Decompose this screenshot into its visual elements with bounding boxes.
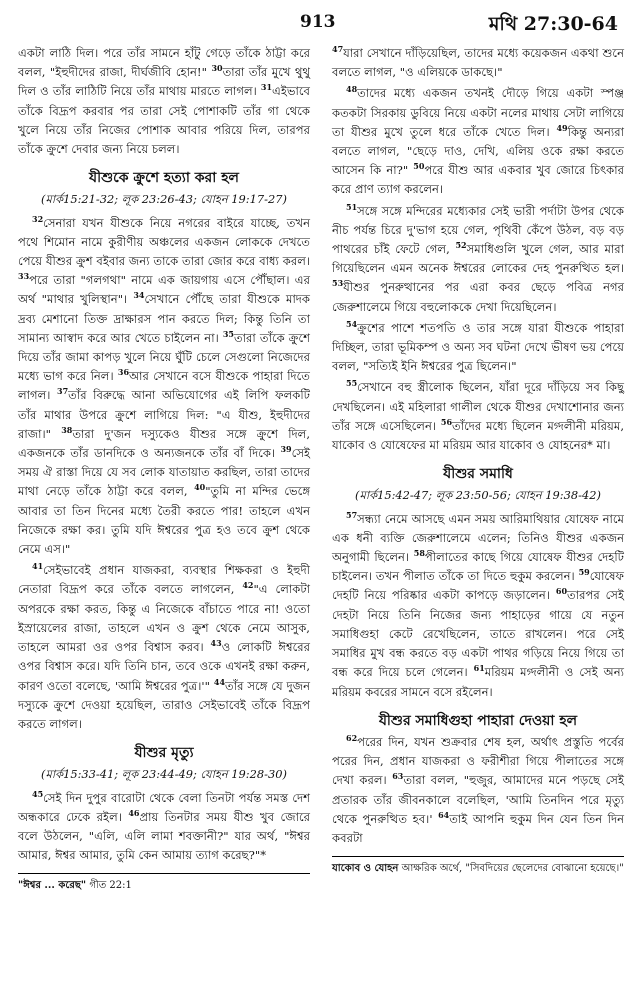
cross-reference: (মার্ক15:33-41; লূক 23:44-49; যোহন 19:28-30) [41,767,287,782]
verse-text: সেইভাবেই প্রধান যাজকরা, ব্যবস্থার শিক্ষকরা ও ইহুদী নেতারা বিদ্রূপ করে তাঁকে বলতে লাগলেন, [18,563,310,597]
verse-text: সমাধিগুলি খুলে গেল, আর মারা গিয়েছিলেন এমন অনেক ঈশ্বরের লোকের দেহ পুনরুত্থিত হল। [332,242,625,276]
verse-text: ক্রুশের পাশে শতপতি ও তার সঙ্গে যারা যীশুকে পাহারা দিচ্ছিল, তারা ভূমিকম্প ও অন্য সব ঘটনা দেখে ভীষণ ভয় পেয়ে বলল, "সত্যিই ইনি ঈশ্বরের পুত্র ছিলেন।" [332,320,624,374]
verse-text: তাদের মধ্যে একজন তখনই দৌড়ে গিয়ে একটা স্পঞ্জ কতকটা সিরকায় ডুবিয়ে নিয়ে একটা নলের মাথায় সেটা লাগিয়ে তা যীশুর মুখে তুলে ধরে তাঁকে খেতে দিল। [332,86,624,139]
page-number: 913 [300,12,336,32]
verse-text: আর সেখানে বসে যীশুকে পাহারা দিতে লাগল। [18,369,311,403]
paragraph [18,214,310,560]
section-heading: যীশুকে ক্রুশে হত্যা করা হল [89,170,239,187]
verse-text: তাঁর বিরুদ্ধে আনা অভিযোগের এই লিপি ফলকটি তাঁর মাথার উপরে ক্রুশে লাগিয়ে দিল: "এ যীশু, ইহুদীদের রাজা।" [18,388,310,441]
verse-text: এইভাবে তাঁকে বিদ্রূপ করবার পর তারা সেই পোশাকটি তাঁর গা থেকে খুলে নিয়ে তাঁর নিজের পোশাক আবার পরিয়ে দিল, তারপর তাঁকে ক্রুশে দেবার জন্য নিয়ে চলল। [18,84,311,157]
verse-number: 60 [555,586,568,597]
footnote [332,861,624,876]
verse-text: তারা দু'জন দস্যুকেও যীশুর সঙ্গে ক্রুশে দিল, একজনকে তাঁর ডানদিকে ও অন্যজনকে তাঁর বাঁ দিকে। [18,426,311,461]
paragraph [332,733,624,848]
verse-text: তাঁদের মধ্যে ছিলেন মগ্দলীনী মরিয়ম, যাকোব ও যোষেফের মা মরিয়ম আর যাকোব ও যোহনের* মা। [332,418,625,453]
footnote-text: গীত 22:1 [89,880,132,892]
verse-text: একটা লাঠি দিল। পরে তাঁর সামনে হাঁটু গেড়ে তাঁকে ঠাট্টা করে বলল, "ইহুদীদের রাজা, দীর্ঘজীবি হোন!" [18,46,310,80]
paragraph [332,378,624,455]
verse-text: সেখানে বহু স্ত্রীলোক ছিলেন, যাঁরা দূরে দাঁড়িয়ে সব কিছু দেখছিলেন। এই মহিলারা গালীল থেকে যীশুর দেখাশোনার জন্য তাঁর সঙ্গে এসেছিলেন। [332,380,624,433]
verse-number: 48 [346,84,358,95]
verse-text: সেখানে পৌঁছে তারা যীশুকে মাদক দ্রব্য মেশানো তিক্ত দ্রাক্ষারস পান করতে দিল; কিন্তু তিনি তা সামান্য আস্বাদ করে আর খেতে চাইলেন না। [18,292,311,345]
verse-text: প্রায় তিনটার সময় যীশু খুব জোরে বলে উঠলেন, "এলি, এলি লামা শবক্তানী?" যার অর্থ, "ঈশ্বর আমার, ঈশ্বর আমার, তুমি কেন আমায় ত্যাগ করেছ?"* [18,809,310,863]
verse-text: যোষেফ দেহটি নিয়ে পরিষ্কার একটা কাপড়ে জড়ালেন। [332,569,624,603]
verse-number: 35 [222,328,234,339]
verse-number: 63 [392,771,404,782]
footnote [18,878,310,893]
verse-text: কিন্তু অন্যরা বলতে লাগল, "ছেড়ে দাও, দেখি, এলিয় ওকে রক্ষা করতে আসেন কি না?" [332,124,624,178]
verse-text: তাঁর সঙ্গে যে দুজন দস্যুকে ক্রুশে দেওয়া হয়েছিল, তারাও সেইভাবেই তাঁকে বিদ্রূপ করতে লাগল। [18,678,310,731]
page-header [0,8,638,36]
verse-text: পরের দিন, যখন শুক্রবার শেষ হল, অর্থাৎ প্রস্তুতি পর্বের পরের দিন, প্রধান যাজকরা ও ফরীশীরা গিয়ে পীলাতের সঙ্গে দেখা করল। [332,734,624,788]
verse-text: যীশুর পুনরুত্থানের পর এরা কবর ছেড়ে পবিত্র নগর জেরুশালেমে গিয়ে বহুলোককে দেখা দিয়েছিলেন। [332,280,624,314]
verse-number: 55 [346,378,358,389]
verse-number: 61 [473,663,485,674]
verse-text: পীলাতের কাছে গিয়ে যোষেফ যীশুর দেহটি চাইলেন। তখন পীলাত তাঁকে তা দিতে হুকুম করলেন। [332,550,624,584]
verse-number: 58 [413,548,425,559]
verse-number: 46 [128,807,140,818]
verse-number: 54 [346,318,358,329]
verse-text: যারা সেখানে দাঁড়িয়েছিল, তাদের মধ্যে কয়েকজন একথা শুনে বলতে লাগল, "ও এলিয়কে ডাকছে।" [332,46,624,80]
verse-number: 56 [440,417,453,427]
verse-text: তারা বলল, "হুজুর, আমাদের মনে পড়ছে সেই প্রতারক তাঁর জীবনকালে বলেছিল, 'আমি তিনদিন পরে মৃত্যু থেকে পুনরুত্থিত হব।' [332,773,624,826]
footnote-divider [332,856,624,857]
verse-number: 43 [210,638,222,649]
verse-number: 62 [346,733,358,744]
verse-number: 45 [32,788,44,799]
verse-number: 53 [332,278,344,289]
right-column [332,44,624,878]
verse-number: 50 [413,161,425,172]
verse-number: 37 [57,386,69,397]
cross-reference: (মার্ক15:21-32; লূক 23:26-43; যোহন 19:17-27) [41,192,287,207]
verse-number: 33 [18,271,30,282]
paragraph [332,84,624,199]
verse-number: 44 [213,676,226,687]
footnote-term: যাকোব ও যোহন [332,863,399,875]
verse-number: 32 [32,213,44,224]
footnote-term: "ঈশ্বর ... করেছ" [18,880,87,892]
verse-text: মরিয়ম মগ্দলীনী ও সেই অন্য মরিয়ম কবরের সামনে বসে রইলেন। [332,665,624,699]
paragraph [332,510,624,702]
verse-text: তারা তাঁকে ক্রুশে দিয়ে তাঁর জামা কাপড় খুলে নিয়ে ঘুঁটি চেলে সেগুলো নিজেদের মধ্যে ভাগ করে নিল। [18,330,311,384]
verse-text: সন্ধ্যা নেমে আসছে এমন সময় আরিমাথিয়ার যোষেফ নামে এক ধনী ব্যক্তি জেরুশালেমে এলেন; তিনিও যীশুর একজন অনুগামী ছিলেন। [332,511,624,565]
section-heading: যীশুর সমাধি [443,466,513,483]
paragraph [332,44,624,82]
paragraph [332,319,624,377]
cross-reference: (মার্ক15:42-47; লূক 23:50-56; যোহন 19:38-42) [355,488,601,503]
paragraph [18,561,310,734]
left-column [18,44,310,895]
section-heading: যীশুর মৃত্যু [134,745,194,762]
verse-number: 59 [578,567,590,578]
verse-number: 52 [455,240,467,251]
paragraph [18,789,310,866]
verse-text: সঙ্গে সঙ্গে মন্দিরের মধ্যেকার সেই ভারী পর্দাটা উপর থেকে নীচ পর্যন্ত চিরে দু'ভাগ হয়ে গেল, পৃথিবী কেঁপে উঠল, বড় বড় পাথরের চাঁই ফেটে গেল, [332,203,624,257]
verse-number: 34 [133,290,145,301]
verse-number: 40 [194,482,206,493]
verse-number: 31 [260,82,273,93]
footnote-divider [18,873,310,874]
paragraph [332,202,624,317]
verse-text: সেই দিন দুপুর বারোটা থেকে বেলা তিনটা পর্যন্ত সমস্ত দেশ অন্ধকারে ঢেকে রইল। [18,790,310,824]
verse-number: 30 [211,63,223,74]
verse-number: 51 [346,201,358,212]
footnote-text: আক্ষরিক অর্থে, "সিবদিয়ের ছেলেদের বোঝানো হয়েছে।" [401,863,624,875]
verse-number: 49 [556,122,568,133]
verse-number: 41 [32,561,44,572]
verse-text: ও লোকটি ঈশ্বরের ওপর বিশ্বাস করে। যদি তিনি চান, তবে ওকে এখনই রক্ষা করুন, কারণ ওতো বলেছে, 'আমি ঈশ্বরের পুত্র।'" [18,640,311,693]
verse-text: সেই সময় ঐ রাস্তা দিয়ে যে সব লোক যাতায়াত করছিল, তারা তাদের মাথা নেড়ে তাঁকে ঠাট্টা করে বলল, [18,446,311,499]
paragraph [18,44,310,159]
verse-text: সেনারা যখন যীশুকে নিয়ে নগরের বাইরে যাচ্ছে, তখন পথে শিমোন নামে কুরীণীয় অঞ্চলের একজন লোককে দেখতে পেয়ে যীশুর ক্রুশ বইবার জন্য তাকে তারা জোর করে বাধ্য করল। [18,215,310,269]
verse-text: "এ লোকটা অপরকে রক্ষা করত, কিন্তু এ নিজেকে বাঁচাতে পারে না! ওতো ইস্রায়েলের রাজা, তাহলে এখন ও ক্রুশ থেকে নেমে আসুক, তাহলে আমরা ওর ওপর বিশ্বাস করব। [18,582,310,655]
verse-number: 42 [242,580,254,591]
verse-number: 39 [280,444,292,455]
section-heading: যীশুর সমাধিগুহা পাহারা দেওয়া হল [378,712,578,729]
verse-text: তাই আপনি হুকুম দিন যেন তিন দিন কবরটা [332,811,624,845]
verse-text: তারা তাঁর মুখে থুথু দিল ও তাঁর লাঠিটি নিয়ে তাঁর মাথায় মারতে লাগল। [18,65,311,99]
book-chapter-reference: মথি 27:30-64 [488,13,618,35]
verse-number: 57 [346,509,358,520]
verse-number: 64 [438,809,450,820]
verse-text: পরে যীশু আর একবার খুব জোরে চিৎকার করে প্রাণ ত্যাগ করলেন। [332,163,625,197]
verse-number: 47 [332,44,344,55]
verse-text: তারপর সেই দেহটা নিয়ে তিনি নিজের জন্য পাহাড়ের গায়ে যে নতুন সমাধিগুহা কেটে রেখেছিলেন, তাতে রাখলেন। পরে সেই সমাধির মুখ বন্ধ করতে বড় একটা পাথর গড়িয়ে নিয়ে গিয়ে তা বন্ধ করে দিয়ে চলে গেলেন। [332,588,624,680]
verse-number: 38 [61,425,73,435]
verse-text: পরে তারা "গলগথা" নামে এক জায়গায় এসে পৌঁছাল। এর অর্থ "মাথার খুলিস্থান"। [18,273,310,307]
verse-text: "তুমি না মন্দির ভেঙ্গে আবার তা তিন দিনের মধ্যে তৈরী করতে পার! তাহলে এখন নিজেকে রক্ষা কর। তুমি যদি ঈশ্বরের পুত্র হও তবে ক্রুশ থেকে নেমে এস।" [18,484,311,557]
verse-number: 36 [117,367,130,378]
